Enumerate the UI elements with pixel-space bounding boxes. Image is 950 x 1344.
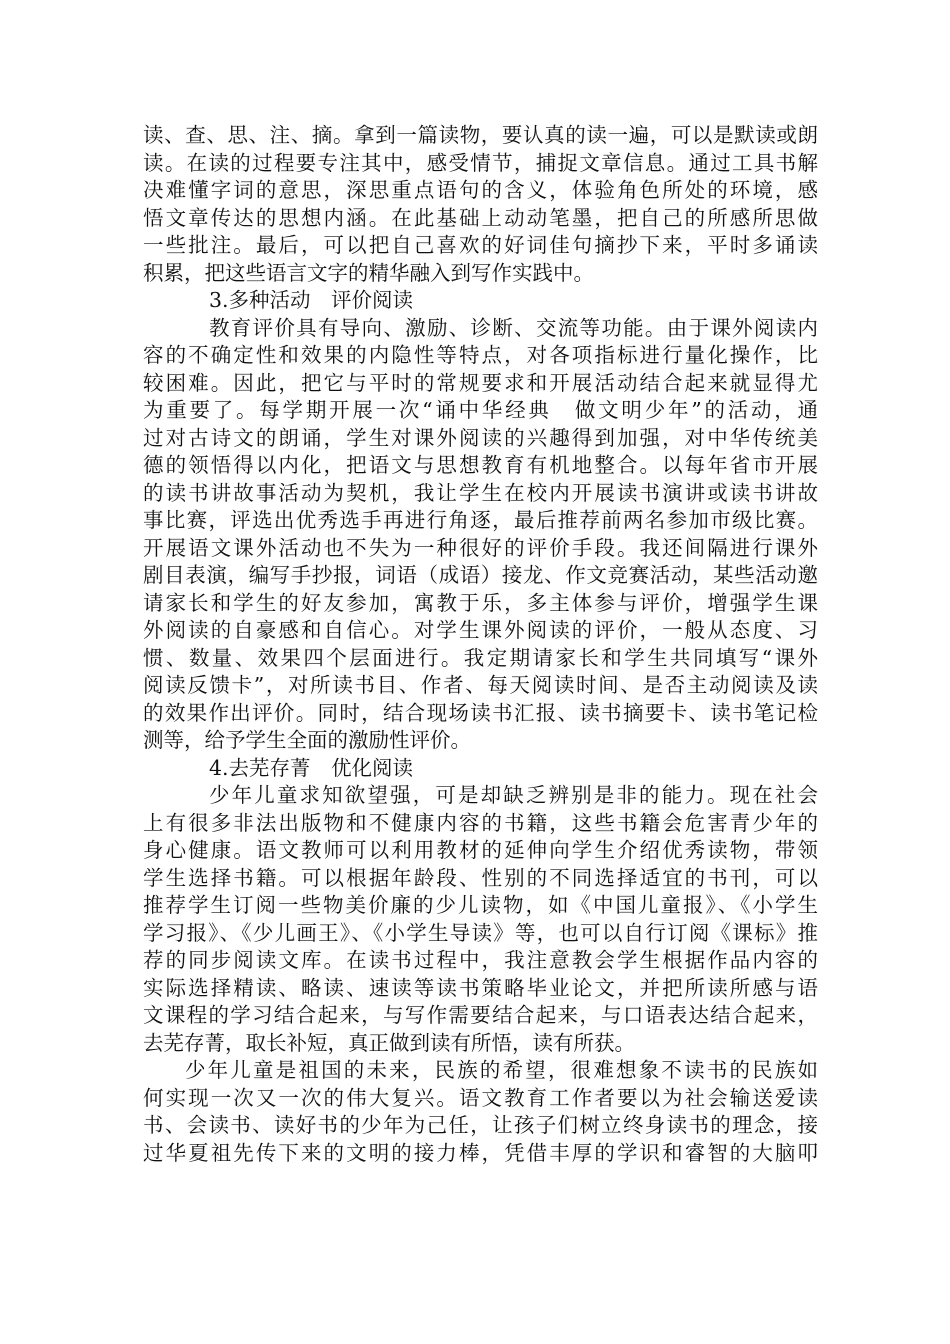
text-line: 德的领悟得以内化，把语文与思想教育有机地整合。以每年省市开展 xyxy=(143,453,818,477)
text-line: 身心健康。语文教师可以利用教材的延伸向学生介绍优秀读物，带领 xyxy=(143,838,818,862)
body-text xyxy=(143,122,818,1167)
text-line: 学习报》、《少儿画王》、《小学生导读》等，也可以自行订阅《课标》推 xyxy=(143,920,818,945)
text-line: 推荐学生订阅一些物美价廉的少儿读物，如《中国儿童报》、《小学生 xyxy=(143,893,818,917)
text-line: 过华夏祖先传下来的文明的接力棒，凭借丰厚的学识和睿智的大脑叩 xyxy=(143,1140,818,1165)
text-line: 读、查、思、注、摘。拿到一篇读物，要认真的读一遍，可以是默读或朗 xyxy=(143,123,818,147)
text-line: 少年儿童是祖国的未来，民族的希望，很难想象不读书的民族如 xyxy=(185,1058,818,1082)
text-line: 悟文章传达的思想内涵。在此基础上动动笔墨，把自己的所感所思做 xyxy=(143,205,818,230)
text-line: 的效果作出评价。同时，结合现场读书汇报、读书摘要卡、读书笔记检 xyxy=(143,700,818,725)
text-line: 读。在读的过程要专注其中，感受情节，捕捉文章信息。通过工具书解 xyxy=(143,150,818,175)
text-line: 去芜存菁，取长补短，真正做到读有所悟，读有所获。 xyxy=(143,1030,635,1055)
text-line: 过对古诗文的朗诵，学生对课外阅读的兴趣得到加强，对中华传统美 xyxy=(143,425,818,450)
text-line: 容的不确定性和效果的内隐性等特点，对各项指标进行量化操作，比 xyxy=(143,343,818,367)
text-line: 荐的同步阅读文库。在读书过程中，我注意教会学生根据作品内容的 xyxy=(143,948,818,972)
text-line: 请家长和学生的好友参加，寓教于乐，多主体参与评价，增强学生课 xyxy=(143,590,818,615)
text-line: 为重要了。每学期开展一次“诵中华经典 做文明少年”的活动，通 xyxy=(143,398,818,422)
text-line: 书、会读书、读好书的少年为己任，让孩子们树立终身读书的理念，接 xyxy=(143,1113,818,1137)
text-line: 惯、数量、效果四个层面进行。我定期请家长和学生共同填写“课外 xyxy=(143,645,818,670)
text-line: 阅读反馈卡”，对所读书目、作者、每天阅读时间、是否主动阅读及读 xyxy=(143,673,818,697)
text-line: 开展语文课外活动也不失为一种很好的评价手段。我还间隔进行课外 xyxy=(143,535,818,560)
text-line: 何实现一次又一次的伟大复兴。语文教育工作者要以为社会输送爱读 xyxy=(143,1085,818,1110)
text-line: 教育评价具有导向、激励、诊断、交流等功能。由于课外阅读内 xyxy=(209,315,818,340)
text-line: 积累，把这些语言文字的精华融入到写作实践中。 xyxy=(143,260,594,285)
text-line: 剧目表演，编写手抄报，词语（成语）接龙、作文竞赛活动，某些活动邀 xyxy=(143,563,818,587)
text-line: 的读书讲故事活动为契机，我让学生在校内开展读书演讲或读书讲故 xyxy=(143,480,818,505)
text-line: 少年儿童求知欲望强，可是却缺乏辨别是非的能力。现在社会 xyxy=(209,783,818,807)
text-line: 学生选择书籍。可以根据年龄段、性别的不同选择适宜的书刊，可以 xyxy=(143,865,818,890)
text-line: 实际选择精读、略读、速读等读书策略毕业论文，并把所读所感与语 xyxy=(143,975,818,1000)
text-line: 上有很多非法出版物和不健康内容的书籍，这些书籍会危害青少年的 xyxy=(143,810,818,835)
text-line: 较困难。因此，把它与平时的常规要求和开展活动结合起来就显得尤 xyxy=(143,370,818,395)
text-line: 外阅读的自豪感和自信心。对学生课外阅读的评价，一般从态度、习 xyxy=(143,618,818,642)
text-line: 一些批注。最后，可以把自己喜欢的好词佳句摘抄下来，平时多诵读 xyxy=(143,233,818,257)
text-line: 事比赛，评选出优秀选手再进行角逐，最后推荐前两名参加市级比赛。 xyxy=(143,508,818,532)
section-heading: 4.去芜存菁 优化阅读 xyxy=(209,755,414,780)
text-line: 文课程的学习结合起来，与写作需要结合起来，与口语表达结合起来， xyxy=(143,1003,818,1027)
section-heading: 3.多种活动 评价阅读 xyxy=(209,288,414,312)
text-line: 决难懂字词的意思，深思重点语句的含义，体验角色所处的环境，感 xyxy=(143,178,818,202)
text-line: 测等，给予学生全面的激励性评价。 xyxy=(143,728,471,752)
